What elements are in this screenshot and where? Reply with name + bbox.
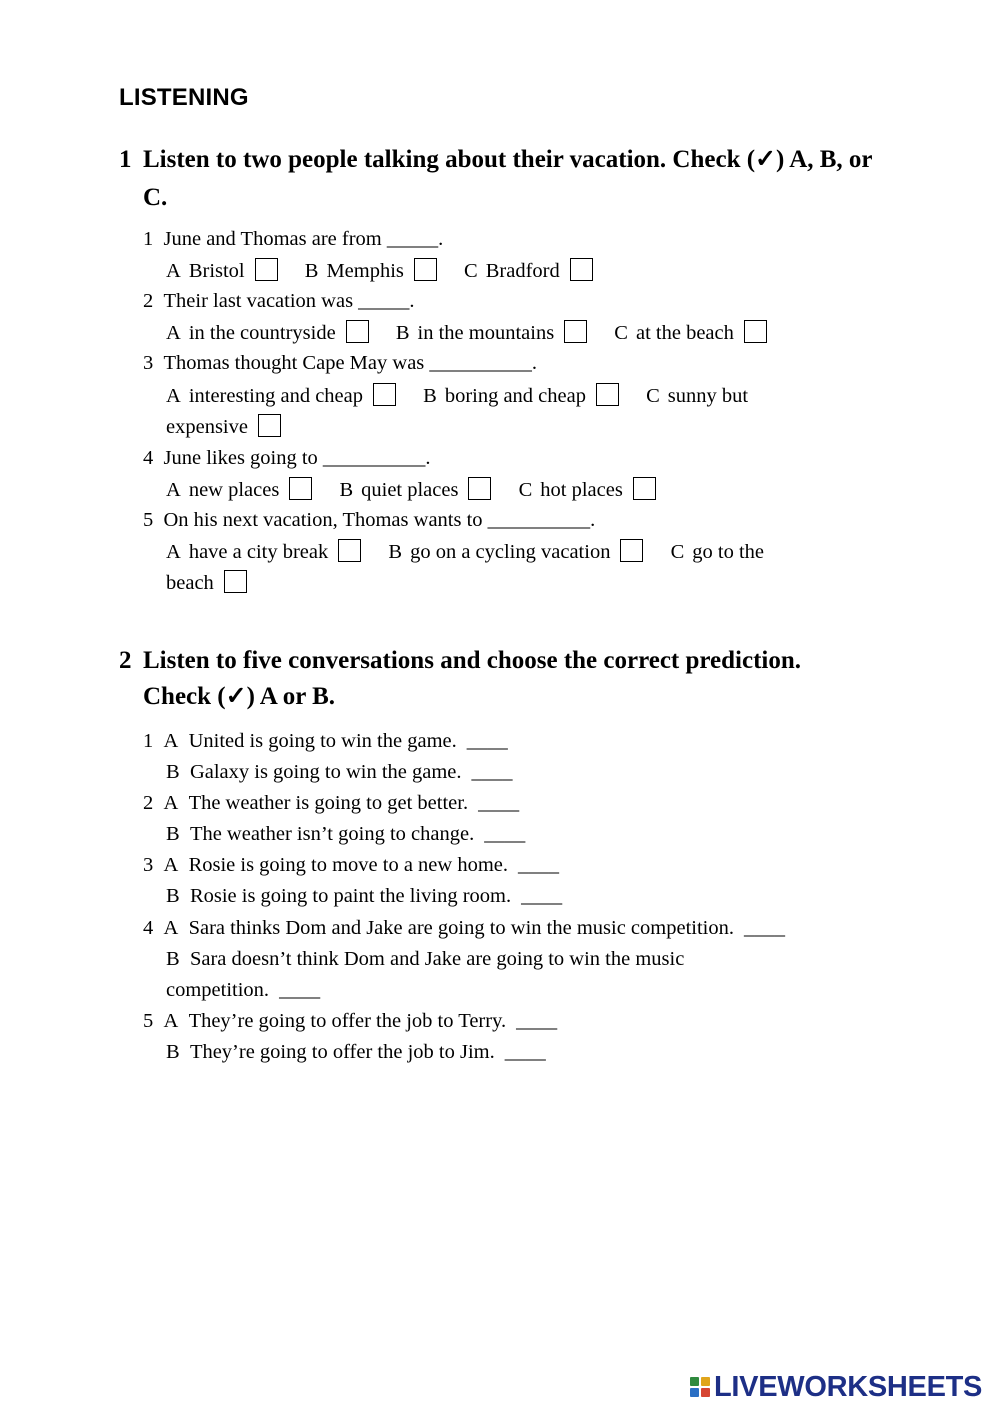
exercise-1-instruction: Listen to two people talking about their vacation. Check (✓) A, B, or C. <box>143 146 873 211</box>
option-checkbox[interactable] <box>596 383 619 406</box>
option-text: interesting and cheap <box>188 385 363 407</box>
option-checkbox[interactable] <box>373 383 396 406</box>
option-letter: C <box>646 385 660 407</box>
item-option-b: Galaxy is going to win the game. <box>189 761 462 783</box>
option-checkbox[interactable] <box>255 258 278 281</box>
answer-blank[interactable]: ____ <box>516 1010 558 1032</box>
option-checkbox[interactable] <box>564 320 587 343</box>
option-letter: B <box>304 260 319 282</box>
item-option-a: United is going to win the game. <box>188 730 457 752</box>
option-text: Bradford <box>485 260 560 282</box>
question-stem: On his next vacation, Thomas wants to __________. <box>163 509 596 531</box>
question-stem: June and Thomas are from _____. <box>163 228 444 250</box>
ex2-item: 4 A Sara thinks Dom and Jake are going to win the music competition. ____ <box>143 917 785 939</box>
answer-blank[interactable]: ____ <box>466 730 508 752</box>
option-checkbox[interactable] <box>346 320 369 343</box>
option-checkbox[interactable] <box>620 539 643 562</box>
ex2-item: 3 A Rosie is going to move to a new home. ____ <box>143 854 559 876</box>
option-text: sunny but <box>667 385 749 407</box>
option-letter: A <box>166 541 181 563</box>
question-stem: Their last vacation was _____. <box>163 290 415 312</box>
item-option-a: They’re going to offer the job to Terry. <box>188 1010 507 1032</box>
ex1-options <box>166 477 656 502</box>
logo-square <box>701 1377 710 1386</box>
option-checkbox[interactable] <box>224 570 247 593</box>
option-text: boring and cheap <box>444 385 586 407</box>
ex2-item-b-continued <box>166 978 320 1002</box>
ex1-options-continued <box>166 570 247 595</box>
option-checkbox[interactable] <box>258 414 281 437</box>
ex2-item: 2 A The weather is going to get better. ____ <box>143 792 520 814</box>
option-letter: A <box>166 479 181 501</box>
item-option-b-continued: competition. <box>166 979 270 1001</box>
option-text: hot places <box>540 479 623 501</box>
ex1-options <box>166 320 767 345</box>
option-text: new places <box>188 479 280 501</box>
question-number: 4 <box>143 447 154 469</box>
item-option-a: Rosie is going to move to a new home. <box>188 854 508 876</box>
option-text: go on a cycling vacation <box>410 541 611 563</box>
answer-blank[interactable]: ____ <box>504 1041 546 1063</box>
option-checkbox[interactable] <box>744 320 767 343</box>
exercise-2-title <box>119 643 863 715</box>
answer-blank[interactable]: ____ <box>744 917 785 939</box>
logo-square <box>690 1388 699 1397</box>
exercise-1-title <box>119 141 873 217</box>
exercise-2-instruction: Listen to five conversations and choose the correct prediction. Check (✓) A or B. <box>143 647 802 710</box>
exercise-2-number: 2 <box>119 647 132 674</box>
option-text: have a city break <box>188 541 329 563</box>
option-letter: B <box>395 322 410 344</box>
option-letter: C <box>518 479 533 501</box>
logo-mark-icon <box>690 1377 710 1397</box>
option-checkbox[interactable] <box>468 477 491 500</box>
ex2-item-b: B Sara doesn’t think Dom and Jake are going to win the music <box>166 948 685 970</box>
ex1-options <box>166 383 748 408</box>
option-checkbox[interactable] <box>633 477 656 500</box>
ex1-question <box>143 446 431 470</box>
logo-text: LIVEWORKSHEETS <box>714 1370 983 1403</box>
option-text: Memphis <box>326 260 404 282</box>
option-text: in the mountains <box>417 322 555 344</box>
item-option-b: Sara doesn’t think Dom and Jake are going to win the music <box>189 948 685 970</box>
question-stem: June likes going to __________. <box>163 447 431 469</box>
option-text: expensive <box>166 416 248 438</box>
option-letter: B <box>388 541 403 563</box>
question-number: 5 <box>143 509 154 531</box>
ex1-question <box>143 227 443 251</box>
ex2-item-b: B They’re going to offer the job to Jim. ____ <box>166 1041 546 1063</box>
option-checkbox[interactable] <box>414 258 437 281</box>
option-text: quiet places <box>361 479 459 501</box>
answer-blank[interactable]: ____ <box>517 854 559 876</box>
item-number: 1 <box>143 730 154 752</box>
option-text: Bristol <box>188 260 245 282</box>
ex1-question <box>143 289 415 313</box>
ex1-question <box>143 508 595 532</box>
ex1-options <box>166 258 593 283</box>
option-letter: B <box>423 385 437 407</box>
answer-blank[interactable]: ____ <box>521 885 563 907</box>
exercise-1-number: 1 <box>119 146 132 173</box>
question-number: 3 <box>143 352 154 374</box>
ex2-item-b: B The weather isn’t going to change. ____ <box>166 823 526 845</box>
ex2-item-b: B Rosie is going to paint the living room. ____ <box>166 885 563 907</box>
option-letter: C <box>464 260 478 282</box>
item-option-b: They’re going to offer the job to Jim. <box>189 1041 495 1063</box>
logo-square <box>701 1388 710 1397</box>
option-letter: C <box>614 322 628 344</box>
item-number: 4 <box>143 917 154 939</box>
option-checkbox[interactable] <box>570 258 593 281</box>
option-letter: A <box>166 322 181 344</box>
item-number: 5 <box>143 1010 154 1032</box>
question-number: 1 <box>143 228 154 250</box>
ex1-options <box>166 539 764 564</box>
section-heading: LISTENING <box>119 84 249 111</box>
option-letter: A <box>166 385 181 407</box>
item-number: 2 <box>143 792 154 814</box>
liveworksheets-logo[interactable] <box>690 1372 982 1402</box>
option-letter: B <box>339 479 354 501</box>
logo-square <box>690 1377 699 1386</box>
option-checkbox[interactable] <box>289 477 312 500</box>
answer-blank[interactable]: ____ <box>471 761 513 783</box>
ex1-options-continued <box>166 414 281 439</box>
ex2-item: 1 A United is going to win the game. ____ <box>143 730 508 752</box>
item-option-a: Sara thinks Dom and Jake are going to win the music competition. <box>188 917 734 939</box>
item-option-b: The weather isn’t going to change. <box>189 823 475 845</box>
option-text: beach <box>166 572 214 594</box>
option-text: go to the <box>692 541 765 563</box>
option-letter: A <box>166 260 181 282</box>
ex1-question <box>143 351 537 375</box>
item-option-a: The weather is going to get better. <box>188 792 469 814</box>
option-text: at the beach <box>635 322 734 344</box>
question-number: 2 <box>143 290 154 312</box>
item-number: 3 <box>143 854 154 876</box>
item-option-b: Rosie is going to paint the living room. <box>189 885 512 907</box>
question-stem: Thomas thought Cape May was __________. <box>163 352 538 374</box>
ex2-item-b: B Galaxy is going to win the game. ____ <box>166 761 513 783</box>
option-checkbox[interactable] <box>338 539 361 562</box>
answer-blank[interactable]: ____ <box>279 979 321 1001</box>
option-text: in the countryside <box>188 322 336 344</box>
answer-blank[interactable]: ____ <box>484 823 526 845</box>
answer-blank[interactable]: ____ <box>478 792 520 814</box>
ex2-item: 5 A They’re going to offer the job to Terry. ____ <box>143 1010 558 1032</box>
option-letter: C <box>670 541 685 563</box>
